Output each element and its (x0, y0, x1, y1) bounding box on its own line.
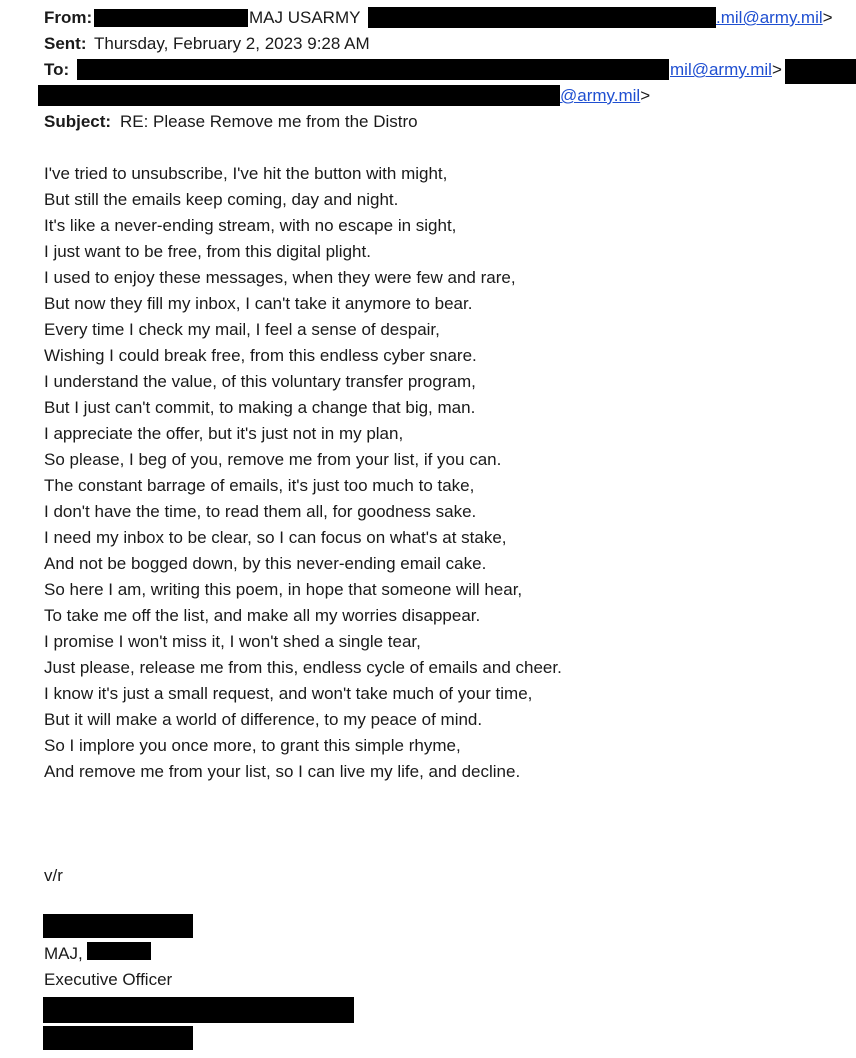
redacted-signer-branch (87, 942, 151, 960)
poem-line: So I implore you once more, to grant this simple rhyme, (44, 736, 461, 755)
poem-line: The constant barrage of emails, it's just too much to take, (44, 476, 475, 495)
poem-line: But still the emails keep coming, day and night. (44, 190, 399, 209)
poem-line: Wishing I could break free, from this endless cyber snare. (44, 346, 477, 365)
poem-line: But it will make a world of difference, to my peace of mind. (44, 710, 483, 729)
poem-line: I used to enjoy these messages, when they were few and rare, (44, 268, 516, 287)
poem-line: I need my inbox to be clear, so I can focus on what's at stake, (44, 528, 507, 547)
poem-line: And remove me from your list, so I can live my life, and decline. (44, 762, 521, 781)
to-second-email-wrap (560, 86, 650, 106)
redacted-to-address (77, 59, 669, 80)
poem-line: I appreciate the offer, but it's just not in my plan, (44, 424, 404, 443)
poem-line: Just please, release me from this, endless cycle of emails and cheer. (44, 658, 562, 677)
poem-line: So please, I beg of you, remove me from your list, if you can. (44, 450, 502, 469)
redacted-from-name (94, 9, 248, 27)
sent-label: Sent: (44, 34, 87, 53)
poem-line: But I just can't commit, to making a change that big, man. (44, 398, 476, 417)
poem-line: So here I am, writing this poem, in hope that someone will hear, (44, 580, 523, 599)
redacted-signer-unit (43, 997, 354, 1023)
from-email-angle: > (822, 8, 833, 27)
from-label: From: (44, 8, 93, 27)
from-email-wrap (716, 8, 833, 28)
redacted-from-address (368, 7, 716, 28)
poem-line: I promise I won't miss it, I won't shed a single tear, (44, 632, 421, 651)
sent-value: Thursday, February 2, 2023 9:28 AM (94, 34, 370, 53)
redacted-to-address-3 (38, 85, 560, 106)
poem-line: But now they fill my inbox, I can't take it anymore to bear. (44, 294, 473, 313)
poem-line: And not be bogged down, by this never-ending email cake. (44, 554, 487, 573)
poem-line: I just want to be free, from this digital plight. (44, 242, 371, 261)
to-second-email-angle: > (640, 86, 651, 105)
redacted-signer-location (43, 1026, 193, 1050)
signer-title: Executive Officer (44, 970, 173, 989)
from-name: MAJ USARMY (249, 8, 361, 27)
subject-value: RE: Please Remove me from the Distro (120, 112, 418, 131)
redacted-signer-name (43, 914, 193, 938)
email-body-poem (44, 164, 562, 788)
to-email-wrap (670, 60, 782, 80)
to-label: To: (44, 60, 70, 79)
signer-rank: MAJ, (44, 944, 83, 963)
from-email-link[interactable]: .mil@army.mil (716, 8, 823, 27)
poem-line: To take me off the list, and make all my worries disappear. (44, 606, 481, 625)
poem-line: I've tried to unsubscribe, I've hit the button with might, (44, 164, 448, 183)
poem-line: I understand the value, of this voluntary transfer program, (44, 372, 476, 391)
to-email-link[interactable]: mil@army.mil (670, 60, 772, 79)
poem-line: I don't have the time, to read them all, for goodness sake. (44, 502, 477, 521)
redacted-to-address-2 (785, 59, 856, 84)
to-second-email-link[interactable]: @army.mil (560, 86, 641, 105)
to-email-angle: > (771, 60, 782, 79)
closing-vr: v/r (44, 866, 63, 885)
poem-line: It's like a never-ending stream, with no escape in sight, (44, 216, 457, 235)
poem-line: Every time I check my mail, I feel a sense of despair, (44, 320, 440, 339)
subject-label: Subject: (44, 112, 112, 131)
poem-line: I know it's just a small request, and won't take much of your time, (44, 684, 533, 703)
